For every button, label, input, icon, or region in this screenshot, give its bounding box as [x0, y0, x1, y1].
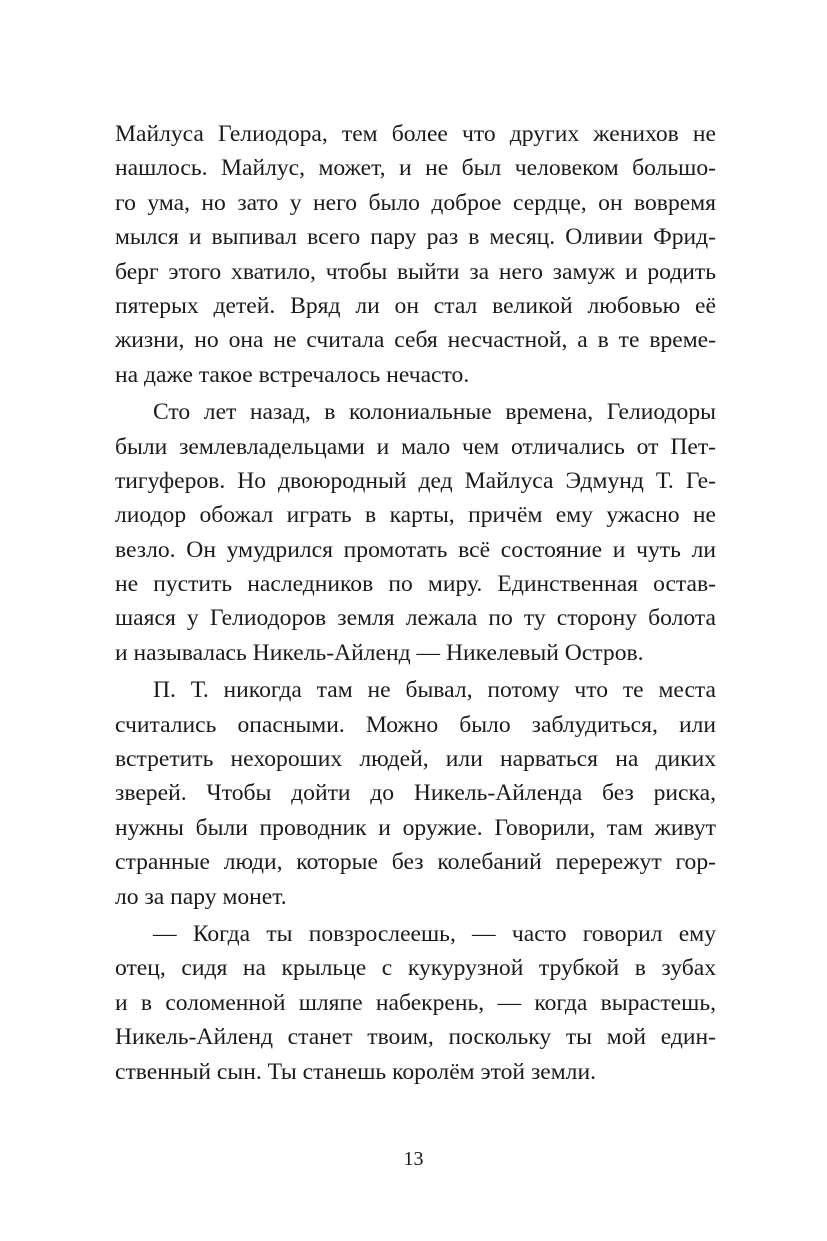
page-text-block	[115, 117, 716, 1089]
text-line: лиодор обожал играть в карты, причём ему ужасно не	[115, 502, 716, 529]
text-line: нашлось. Майлус, может, и не был человеком большо-	[115, 155, 716, 182]
text-line: не пустить наследников по миру. Единственная остав-	[115, 571, 716, 598]
text-line: Сто лет назад, в колониальные времена, Гелиодоры	[153, 399, 716, 426]
text-line: тигуферов. Но двоюродный дед Майлуса Эдмунд Т. Ге-	[115, 467, 716, 494]
text-line: везло. Он умудрился промотать всё состояние и чуть ли	[115, 536, 716, 563]
text-line: на даже такое встречалось нечасто.	[115, 361, 470, 388]
text-line: считались опасными. Можно было заблудиться, или	[115, 711, 716, 738]
text-line: и в соломенной шляпе набекрень, — когда вырастешь,	[115, 989, 716, 1016]
paragraph-1	[115, 117, 716, 392]
text-line: берг этого хватило, чтобы выйти за него замуж и родить	[115, 258, 716, 285]
paragraph-2	[115, 395, 716, 670]
text-line: странные люди, которые без колебаний перережут гор-	[115, 849, 716, 876]
text-line: Никель-Айленд станет твоим, поскольку ты мой един-	[115, 1024, 716, 1051]
text-line: зверей. Чтобы дойти до Никель-Айленда без риска,	[115, 780, 716, 807]
paragraph-4	[115, 917, 716, 1089]
text-line: встретить нехороших людей, или нарваться на диких	[115, 746, 716, 773]
text-line: и называлась Никель-Айленд — Никелевый Остров.	[115, 639, 644, 666]
text-line: ло за пару монет.	[115, 883, 287, 910]
text-line: ственный сын. Ты станешь королём этой земли.	[115, 1058, 596, 1085]
text-line: пятерых детей. Вряд ли он стал великой любовью её	[115, 292, 716, 319]
text-line: мылся и выпивал всего пару раз в месяц. Оливии Фрид-	[115, 224, 716, 251]
page-number: 13	[403, 1148, 424, 1170]
text-line: отец, сидя на крыльце с кукурузной трубкой в зубах	[115, 955, 716, 982]
text-line: нужны были проводник и оружие. Говорили, там живут	[115, 814, 716, 841]
text-line: го ума, но зато у него было доброе сердце, он вовремя	[115, 189, 716, 216]
text-line: Майлуса Гелиодора, тем более что других женихов не	[115, 121, 716, 147]
text-line: П. Т. никогда там не бывал, потому что те места	[153, 677, 716, 704]
text-line: жизни, но она не считала себя несчастной, а в те време-	[115, 327, 716, 354]
paragraph-3	[115, 673, 716, 914]
text-line: — Когда ты повзрослеешь, — часто говорил ему	[153, 920, 716, 947]
text-line: были землевладельцами и мало чем отличались от Пет-	[115, 433, 716, 460]
text-line: шаяся у Гелиодоров земля лежала по ту сторону болота	[115, 605, 716, 632]
